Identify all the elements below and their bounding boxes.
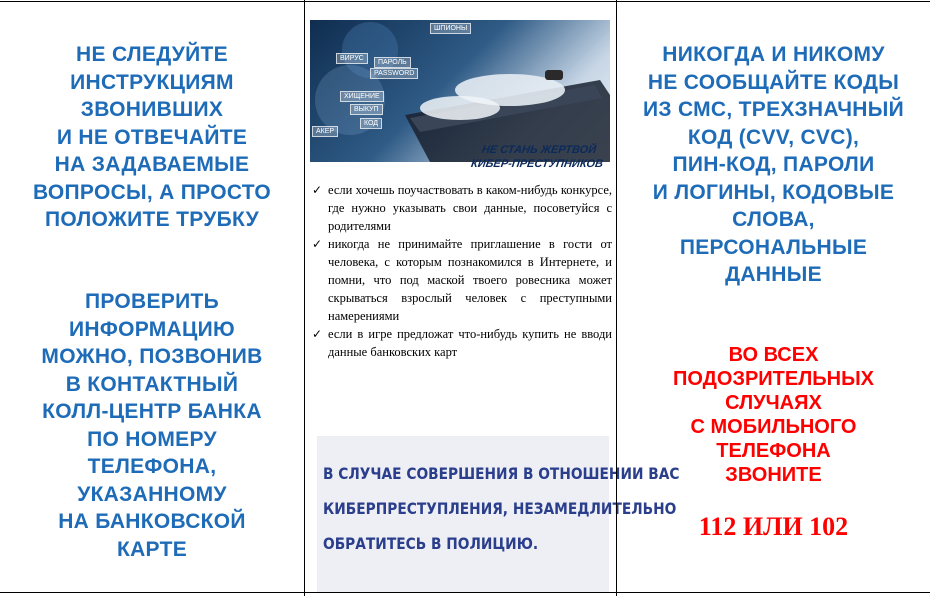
left-block2-line: ПО НОМЕРУ: [87, 427, 217, 451]
right-block1-line: ПЕРСОНАЛЬНЫЕ: [679, 235, 868, 259]
banner-label: ВИРУС: [336, 53, 368, 64]
tip-text: никогда не принимайте приглашение в гости от человека, с которым познакомился в Интернете, и помни, что под маской твоего ровесника может скрываться взрослый человек с преступными намерениями: [328, 237, 612, 323]
left-block1-line: ЗВОНИВШИХ: [80, 98, 224, 121]
banner-caption-line: НЕ СТАНЬ ЖЕРТВОЙ: [481, 144, 597, 156]
middle-column: [304, 0, 680, 596]
warning-line: В СЛУЧАЕ СОВЕРШЕНИЯ В ОТНОШЕНИИ ВАС: [323, 464, 680, 483]
left-block2-line: ТЕЛЕФОНА,: [87, 455, 217, 478]
right-block1-line: НИКОГДА И НИКОМУ: [662, 43, 885, 66]
left-block2-line: МОЖНО, ПОЗВОНИВ: [41, 345, 263, 368]
left-block1-line: ИНСТРУКЦИЯМ: [70, 70, 234, 94]
left-block1-line: НЕ СЛЕДУЙТЕ: [76, 43, 228, 66]
safety-tips-list: [310, 181, 612, 361]
right-emergency-block: [617, 343, 930, 487]
tip-text: если хочешь поучаствовать в каком-нибудь конкурсе, где нужно указывать свои данные, посоветуйся с родителями: [328, 183, 612, 233]
tip-item: [310, 181, 612, 235]
banner-label: ХИЩЕНИЕ: [340, 91, 384, 102]
banner-label: АКЕР: [312, 126, 338, 137]
banner-label: PASSWORD: [370, 68, 418, 79]
right-codes-block: [617, 41, 930, 289]
right-block2-line: ВО ВСЕХ: [728, 344, 819, 366]
left-block1-line: НА ЗАДАВАЕМЫЕ: [54, 153, 250, 176]
right-block1-line: ПИН-КОД, ПАРОЛИ: [672, 153, 875, 176]
warning-line: ОБРАТИТЕСЬ В ПОЛИЦИЮ.: [323, 534, 539, 553]
right-block2-line: ТЕЛЕФОНА: [716, 440, 831, 462]
banner-label: КОД: [360, 118, 382, 129]
left-block2-line: В КОНТАКТНЫЙ: [65, 372, 239, 396]
left-block1-line: ПОЛОЖИТЕ ТРУБКУ: [44, 208, 260, 231]
right-block2-line: С МОБИЛЬНОГО: [690, 416, 857, 438]
cybercrime-banner-image: [310, 20, 610, 170]
left-block2-line: ИНФОРМАЦИЮ: [69, 317, 235, 341]
left-block2-line: КАРТЕ: [116, 537, 188, 561]
banner-label: ШПИОНЫ: [430, 23, 471, 34]
tip-text: если в игре предложат что-нибудь купить не вводи данные банковских карт: [328, 327, 612, 359]
left-column: [0, 0, 304, 596]
left-block2-line: ПРОВЕРИТЬ: [84, 290, 220, 313]
police-warning-box: [317, 436, 680, 592]
banner-label: ВЫКУП: [350, 104, 383, 115]
police-warning-text: [323, 456, 680, 561]
warning-line: КИБЕРПРЕСТУПЛЕНИЯ, НЕЗАМЕДЛИТЕЛЬНО: [323, 499, 677, 518]
left-verify-block: [0, 288, 304, 563]
left-block2-line: КОЛЛ-ЦЕНТР БАНКА: [42, 400, 262, 423]
emergency-numbers: 112 ИЛИ 102: [698, 512, 849, 541]
left-block1-line: И НЕ ОТВЕЧАЙТЕ: [56, 125, 248, 149]
right-block1-line: НЕ СООБЩАЙТЕ КОДЫ: [647, 70, 900, 94]
right-block1-line: СЛОВА,: [732, 208, 815, 231]
checkmark-icon: ✓: [312, 237, 323, 251]
left-block2-line: УКАЗАННОМУ: [77, 482, 227, 506]
right-block2-line: ПОДОЗРИТЕЛЬНЫХ: [672, 368, 875, 390]
right-block1-line: ИЗ СМС, ТРЕХЗНАЧНЫЙ: [642, 98, 905, 121]
checkmark-icon: ✓: [312, 183, 323, 197]
left-block1-line: ВОПРОСЫ, А ПРОСТО: [32, 180, 272, 204]
left-block2-line: НА БАНКОВСКОЙ: [58, 510, 246, 533]
tip-item: [310, 235, 612, 325]
checkmark-icon: ✓: [312, 327, 323, 341]
banner-caption-line: КИБЕР-ПРЕСТУПНИКОВ: [470, 158, 604, 170]
right-block1-line: ДАННЫЕ: [725, 263, 822, 286]
left-warning-block: [0, 41, 304, 234]
right-block1-line: И ЛОГИНЫ, КОДОВЫЕ: [652, 180, 895, 204]
right-block2-line: ЗВОНИТЕ: [725, 464, 822, 486]
banner-label: ПАРОЛЬ: [374, 57, 411, 68]
right-block2-line: СЛУЧАЯХ: [725, 392, 822, 414]
banner-caption: [470, 143, 606, 171]
tip-item: [310, 325, 612, 361]
right-block1-line: КОД (CVV, CVC),: [687, 125, 860, 149]
right-column: [616, 0, 930, 596]
